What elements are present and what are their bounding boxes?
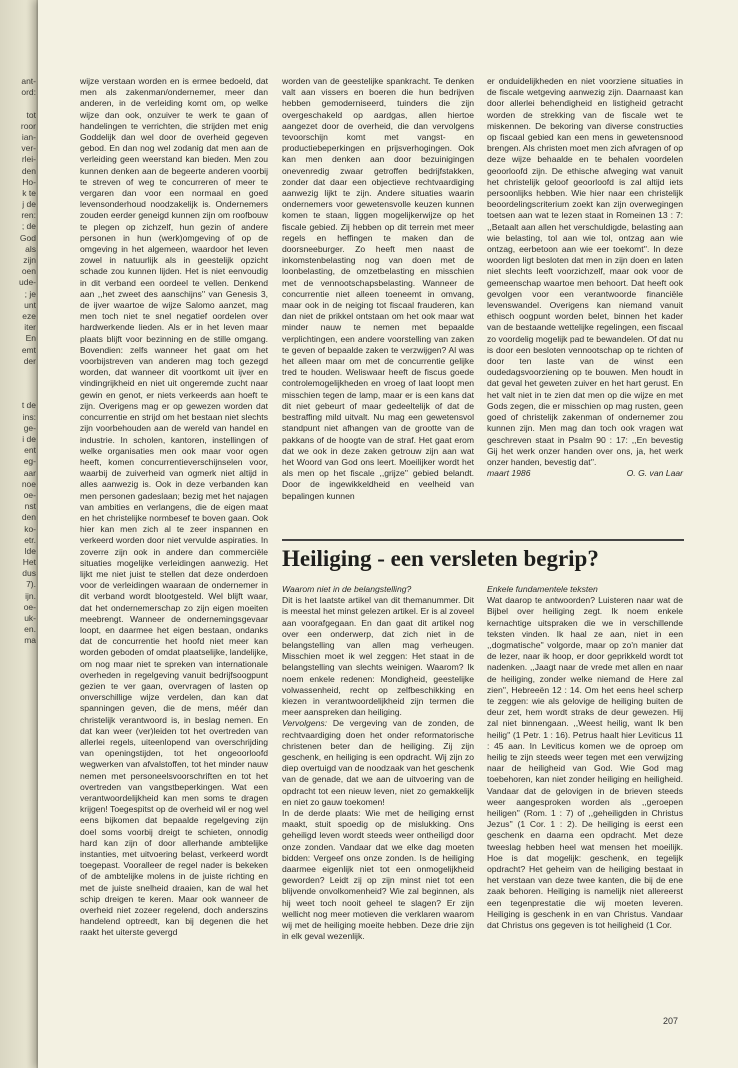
gutter-fragment: tot: [26, 109, 36, 120]
gutter-fragment: emt: [21, 344, 36, 355]
gutter-fragment: ant-: [21, 76, 36, 86]
column-middle-text: worden van de geestelijke spankracht. Te denken valt aan vissers en boeren die hun bedrijven hebben gemoderniseerd, tuinders die zijn overgeschakeld op aardgas, allen hiertoe aangezet door de overheid, die dan vervolgens tevoorschijn komt met vangst- en productiebeperkingen en prijsverhogingen. Ook kan men denken aan door bezuinigingen onevenredig zwaar getroffen bedrijfstakken, zonder dat daar een objectieve rechtvaardiging aanwezig lijkt te zijn. Andere situaties waarin ondernemers voor gewetensvolle keuzen kunnen komen te staan, liggen mogelijkerwijze op het fiscale gebied. Zij hebben op dit terrein met meer regels en heffingen te maken dan de doorsneeburger. Zo heeft men naast de inkomstenbelasting nog van doen met de loonbelasting, de omzetbelasting en misschien met de vennootschapsbelasting. Wanneer de concurrentie niet alleen toeneemt in omvang, maar ook in de neiging tot fiscaal frauderen, kan dan niet de prikkel ontstaan om het ook maar wat minder nauw te nemen met bepaalde verplichtingen, een andere voorstelling van zaken te geven of bepaalde zaken te verzwijgen? Al was het alleen maar om met de concurrentie gelijke tred te houden. Weliswaar heeft de fiscus goede controlemogelijkheden en vroeg of laat loopt men misschien tegen de lamp, maar er is een kans dat dit niet gebeurt of maar gedeeltelijk of dat de bestraffing mild uitvalt. Nu mag een gewetensvol standpunt niet afhangen van de grootte van de pakkans of de hoogte van de straf. Het gaat erom dat we ook in deze zaken getrouw zijn aan wat het Woord van God ons leert. Moeilijker wordt het als men op het fiscale ,,grijze'' gebied belandt. Door de ingewikkeldheid en veelheid van bepalingen kunnen: [282, 76, 474, 501]
gutter-fragment: ma: [24, 635, 36, 646]
gutter-fragment: ian-: [21, 131, 36, 142]
gutter-fragment: ; je: [24, 288, 36, 299]
article-column-1: [282, 584, 474, 943]
gutter-fragment: Ho-: [22, 176, 36, 187]
gutter-fragment: noe: [21, 478, 36, 489]
gutter-fragment: t de: [21, 400, 36, 411]
section-divider: [282, 539, 684, 541]
gutter-fragment: ; de: [21, 221, 36, 232]
article-derde: In de derde plaats: Wie met de heiliging ernst maakt, stuit spoedig op de mislukking. Ons geheiligd leven wordt steeds weer ontheiligd door onze zonden. Vandaar dat we elke dag moeten bidden: Vergeef ons onze zonden. Is de heiliging daarmee eigenlijk niet tot een onmogelijkheid geworden? Leidt zij op zijn minst niet tot een blijvende onvolkomenheid? Wie zal beginnen, als hij weet toch nooit geheel te slagen? Er zijn wellicht nog meer motieven die verklaren waarom wij met de heiliging moeite hebben. Deze drie zijn in elk geval wezenlijk.: [282, 808, 474, 942]
subheading-why-not: Waarom niet in de belangstelling?: [282, 584, 412, 594]
gutter-fragment: lde: [24, 545, 36, 556]
gutter-fragment: eg-: [23, 456, 36, 467]
gutter-fragment: oe-: [23, 601, 36, 612]
gutter-fragment: j de: [22, 199, 36, 210]
gutter-fragment: en.: [24, 624, 36, 635]
gutter-fragment: oe-: [23, 489, 36, 500]
gutter-fragment: [2, 378, 36, 389]
article-column-1-text: Dit is het laatste artikel van dit themanummer. Dit is meestal het minst gelezen artikel. Er is al zoveel aan voorafgegaan. En dan gaat dit artikel nog over een onderwerp, dat zich niet in de belangstelling van allen mag verheugen. Misschien moet ik wel zeggen: Het staat in de belangstelling van slechts weinigen. Waarom? Ik noem enkele redenen: Mondigheid, geestelijke volwassenheid, recht op zelfbeschikking en kiezen in verantwoordelijkheid zijn termen die meer aanspreken dan heiliging.: [282, 595, 475, 718]
gutter-fragment: aar: [23, 467, 36, 478]
gutter-fragment: 7).: [26, 579, 36, 590]
gutter-fragment: ent: [24, 445, 36, 456]
gutter-fragment: ins:: [22, 411, 36, 422]
gutter-fragment: oen: [21, 266, 36, 277]
column-left-text: wijze verstaan worden en is ermee bedoeld, dat men als zakenman/ondernemer, meer dan anderen, in de verleiding komt om, op welke wijze dan ook, onzuiver te werk te gaan of handelingen te verrichten, die strijden met enig Goddelijk dan wel door de overheid gegeven gebod. En dan nog wel zodanig dat men aan de verleiding geen weerstand kan bieden. Men zou kunnen denken aan de begeerte anderen voorbij te streven of weg te concurreren of meer te vergaren dan voor een normaal en goed levensonderhoud noodzakelijk is. Ondernemers zouden eerder geneigd kunnen zijn om roofbouw te plegen op zichzelf, hun gezin of andere personen in hun (werk)omgeving of op de omgeving in het algemeen, waardoor het leven zowel in natuurlijk als in geestelijk opzicht schade zou kunnen lijden. Het is niet eenvoudig in dit verband een oordeel te vellen. Denkend aan ,,het zweet des aanschijns'' van Genesis 3, de ijver waartoe de wijze Salomo aanzet, mag men toch niet te snel negatief oordelen over hardwerkende lieden. Als er in het leven maar plaats blijft voor bezinning en de stille omgang. Bovendien: zelfs wanneer het gaat om het voorbijstreven van anderen mag toch gezegd worden, dat wanneer dit voortkomt uit ijver en vindingrijkheid en niet uit ongeremde zucht naar gewin en genot, er niets verkeerds aan hoeft te zijn. Overigens mag er op gewezen worden dat concurrentie en strijd om het bestaan niet slechts zijn voorbehouden aan de wereld van handel en industrie. In scholen, kantoren, instellingen of welke organisaties men ook maar voor ogen heeft, komen concurrentieverschijnselen voor, waarbij de zuiverheid van ogmerk niet altijd in alles aanwezig is. Ook in deze verbanden kan men personen gadeslaan; bezig met het najagen van ambities en verlangens, die de eigen maat en het christelijke normbesef te boven gaan. Ook hier kan men zich al te zeer inspannen en verkeerd worden door niet vervulde aspiraties. In zoverre zijn ook in andere dan commerciële situaties mogelijke verleidingen aanwezig. Het lijkt me niet juist te stellen dat deze onderdoen voor de verleidingen waaraan de ondernemer in dit verband wordt blootgesteld. Wel blijft waar, dat het ondernemerschap zo zijn eigen moeiten meebrengt. Wanneer de ondernemingsgevaar loopt, en daarmee het eigen bestaan, ondanks dat de concurrentie het hoofd niet meer kan worden geboden of omdat plaatselijke, landelijke, om nog maar niet te spreken van internationale overheden in regelgeving vanuit bedrijfsoogpunt gezien te ver gaan, overvragen of lasten op onverschillige wijze verdelen, dan kan dat spanningen geven, die de mens, méér dan christelijk verantwoord is, in beslag nemen. En dat kan weer (ver)leiden tot het overtreden van allerlei regels, uiteenlopend van overschrijding van openingstijden, tot het ongeoorloofd wegwerken van afvalstoffen, tot het minder nauw nemen met personeelsvoorschriften en tot het overtreden van vangstbeperkingen. Wat een verantwoordelijkheid kan men soms te dragen krijgen! Toegespitst op de overheid wil er nog wel eens bijkomen dat bepaalde regelgeving zijn doel soms voorbij dreigt te schieten, onnodig hard kan zijn of door allerhande ambtelijke instanties, met uitvoering belast, verkeerd wordt toegepast. Vooralleer de regel nader is bekeken of de ambtelijke molens in de juiste richting en met de juiste snelheid draaien, kan de wal het schip dreigen te keren. Maar ook wanneer de overheid niet zozeer regelend, doch anderszins handelend optreedt, kan bij degenen die het raakt het uiterste gevergd: [80, 76, 268, 938]
gutter-fragment: God: [19, 232, 36, 243]
gutter-fragment: iter: [24, 322, 36, 333]
gutter-fragment: ude-: [18, 277, 36, 288]
gutter-fragment: der: [23, 355, 36, 366]
gutter-fragment: ge-: [23, 422, 36, 433]
gutter-fragment: ver-: [21, 143, 36, 154]
column-right: [487, 76, 683, 479]
gutter-fragment: den: [21, 512, 36, 523]
gutter-fragment: unt: [24, 299, 36, 310]
column-left: [80, 76, 268, 939]
gutter-fragment: nst: [24, 501, 36, 512]
gutter-fragment: ijn.: [25, 590, 36, 601]
column-right-text: er onduidelijkheden en niet voorziene situaties in de fiscale wetgeving aanwezig zijn. Daarnaast kan door allerlei behendigheid en listigheid getracht worden de strekking van de fiscale wet te miskennen. De bekoring van diverse constructies op fiscaal gebied kan een mens in gewetensnood brengen. Als christen moet men zich afvragen of op deze wijze behaalde en te behalen voordelen geoorloofd zijn. De ethische afweging wat vanuit het christelijk geloof geoorloofd is zal altijd iets persoonlijks hebben. Wie hier naar een christelijk beoordelingscriterium zoekt kan zijn overwegingen toetsen aan wat te lezen staat in Romeinen 13 : 7: ,,Betaalt aan allen het verschuldigde, belasting aan wie belasting, tol aan wie tol, ontzag aan wie ontzag, eerbetoon aan wie eer toekomt''. In deze woorden ligt besloten dat men in zijn doen en laten niet slechts leeft voorzichzelf, maar ook voor de gemeenschap waartoe men behoort. Dat heeft ook gevolgen voor een verantwoorde financiële levenswandel. Overigens kan niemand vanuit ethisch oogpunt worden belet, binnen het kader van de bestaande wettelijke regelingen, een fiscaal zo voordelig mogelijk pad te bewandelen. Of dat nu is door een besloten vennootschap op te richten of door ten laste van de winst een oudedagsvoorziening op te bouwen. Men houdt in dat geval het geweten zuiver en het hart gerust. En het valt niet in te zien dat men op die wijze en met Gods zegen, die er misschien op mag rusten, geen goed of christelijk zakenman of ondernemer zou kunnen zijn. Men mag dan toch ook vragen wat geschreven staat in Psalm 90 : 17: ,,En bevestig Gij het werk onzer handen over ons, ja, het werk onzer handen, bevestig dat''.: [487, 76, 683, 467]
gutter-fragment: rlei-: [21, 154, 36, 165]
gutter-fragment: roor: [20, 120, 36, 131]
gutter-fragment: i de: [22, 434, 36, 444]
previous-page-fragments: [2, 76, 36, 647]
gutter-fragment: dus: [22, 568, 36, 579]
gutter-fragment: [2, 389, 36, 400]
gutter-fragment: als: [25, 243, 36, 254]
gutter-fragment: ren:: [21, 210, 36, 221]
vervolgens-text: De vergeving van de zonden, de rechtvaardiging doen het onder reformatorische christenen beter dan de heiliging. Zij zijn geschenk, en heiliging is een opdracht. Wij zijn zo diep overtuigd van de noodzaak van het geschenk van de genade, dat we aan de uitvoering van de opdracht tot een nieuw leven, niet zo gemakkelijk en niet zo gauw toekomen!: [282, 718, 474, 807]
signature-line: [487, 468, 683, 479]
article-date: maart 1986: [487, 468, 531, 479]
gutter-fragment: [2, 98, 36, 109]
article-headline: Heiliging - een versleten begrip?: [282, 546, 599, 571]
gutter-fragment: k te: [22, 187, 36, 198]
column-middle: [282, 76, 474, 502]
gutter-fragment: ord:: [21, 87, 36, 98]
gutter-fragment: ko-: [24, 523, 36, 534]
article-column-2: [487, 584, 683, 931]
article-column-2-text: Wat daarop te antwoorden? Luisteren naar wat de Bijbel over heiliging zegt. Ik noem enkele kernachtige uitspraken die we in verschillende teksten vinden. Ik haal ze aan, niet in een ,,dogmatische'' volgorde, maar op zo'n manier dat de lezer, naar ik hoop, er door geprikkeld wordt tot nadenken. ,,Jaagt naar de vrede met allen en naar de heiliging, zonder welke niemand de Here zal zien'', Hebreeën 12 : 14. Om het eens heel scherp te zeggen: wie als gelovige de heiliging buiten de deur zet, hem wordt straks de deur gewezen. Hij zal niet binnengaan. ,,Weest heilig, want Ik ben heilig'' (1 Petr. 1 : 16). Petrus haalt hier Leviticus 11 : 45 aan. In Leviticus komen we de oproep om heilig te zijn steeds weer tegen met een verwijzing naar de heiligheid van God. Wie God mag toebehoren, kan niet zonder heiliging en heiligheid. Vandaar dat de gelovigen in de brieven steeds weer aangesproken worden als ,,geroepen heiligen'' (Rom. 1 : 7) of ,,geheiligden in Christus Jezus'' (1 Cor. 1 : 2). De heiliging is eerst een geschenk en daarna een opdracht. Met deze tweeslag hebben heel wat mensen het moeilijk. Hoe is dat mogelijk: geschenk, en tegelijk opdracht? Het geheim van de heiliging bestaat in het verstaan van deze twee kanten, die bij de ene zaak behoren. Heiliging is namelijk niet allereerst een tegenprestatie die wij moeten leveren. Heiliging is geschenk in en van Christus. Vandaar dat Christus ons gegeven is tot heiligheid (1 Cor.: [487, 595, 683, 931]
page-number: 207: [663, 1016, 679, 1026]
gutter-fragment: den: [21, 165, 36, 176]
gutter-fragment: eze: [22, 310, 36, 321]
subheading-fundamental-texts: Enkele fundamentele teksten: [487, 584, 598, 594]
article-author: O. G. van Laar: [626, 468, 683, 479]
vervolgens-label: Vervolgens:: [282, 718, 328, 729]
gutter-fragment: uk-: [24, 613, 36, 623]
gutter-fragment: Het: [22, 557, 36, 568]
gutter-fragment: En: [25, 333, 36, 344]
gutter-fragment: etr.: [24, 534, 36, 545]
gutter-fragment: [2, 367, 36, 378]
article-vervolgens: [282, 718, 474, 808]
gutter-fragment: zijn: [23, 255, 36, 265]
